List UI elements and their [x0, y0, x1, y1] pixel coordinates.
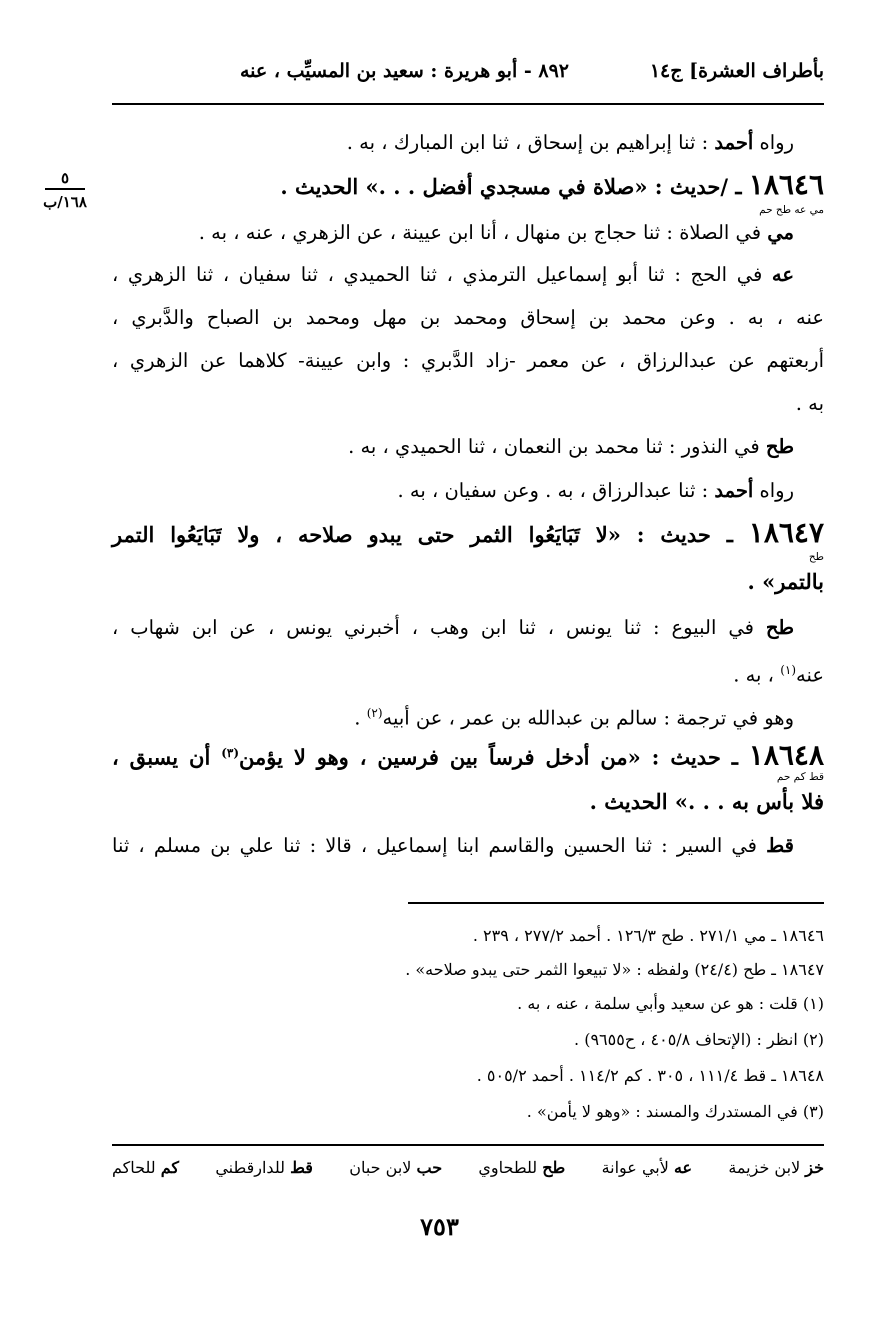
footnote: (٣) في المستدرك والمسند : «وهو لا يأمن» . [526, 1102, 824, 1121]
legend-item: كم للحاكم [112, 1158, 180, 1177]
text-line: قط في السير : ثنا الحسين والقاسم ابنا إسماعيل ، قالا : ثنا علي بن مسلم ، ثنا [112, 834, 794, 857]
footnote-ref: (٢) [366, 706, 383, 720]
text-line: عه في الحج : ثنا أبو إسماعيل الترمذي ، ثنا الحميدي ، ثنا سفيان ، ثنا الزهري ، [112, 263, 794, 286]
text-line: مي في الصلاة : ثنا حجاج بن منهال ، أنا ابن عيينة ، عن الزهري ، عنه ، به . [198, 221, 794, 244]
hadith-heading-18647: ١٨٦٤٧ ـ حديث : «لا تَبَايَعُوا الثمر حتى يبدو صلاحه ، ولا تَبَايَعُوا التمر [112, 516, 824, 549]
header-rule [112, 103, 824, 105]
margin-note-bottom: ١٦٨/ب [43, 192, 87, 211]
header-chapter-title: ٨٩٢ - أبو هريرة : سعيد بن المسيِّب ، عنه [240, 60, 569, 82]
header-book-title: بأطراف العشرة] ج١٤ [649, 60, 824, 82]
running-header [112, 52, 824, 92]
text-line: طح في النذور : ثنا محمد بن النعمان ، ثنا الحميدي ، به . [348, 435, 794, 458]
hadith-number: ١٨٦٤٨ [748, 738, 824, 772]
legend-item: قط للدارقطني [215, 1158, 313, 1177]
footnote: (١) قلت : هو عن سعيد وأبي سلمة ، عنه ، به . [517, 994, 824, 1013]
legend-item: عه لأبي عوانة [601, 1158, 693, 1177]
hadith-number: ١٨٦٤٦ [748, 168, 824, 201]
footnote: ١٨٦٤٨ ـ قط ١١١/٤ ، ٣٠٥ . كم ١١٤/٢ . أحمد ٥٠٥/٢ . [476, 1066, 824, 1085]
footnote-rule [408, 902, 824, 904]
text-line: طح في البيوع : ثنا يونس ، ثنا ابن وهب ، أخبرني يونس ، عن ابن شهاب ، [112, 616, 794, 639]
legend-item: خز لابن خزيمة [728, 1158, 824, 1177]
text-line: بالتمر» . [747, 569, 824, 594]
source-sigla: طح [808, 551, 824, 563]
footnote-ref: (٣) [221, 746, 240, 760]
margin-folio-note [30, 170, 100, 211]
legend-rule [112, 1144, 824, 1146]
footnote: ١٨٦٤٧ ـ طح (٢٤/٤) ولفظه : «لا تبيعوا الثمر حتى يبدو صلاحه» . [405, 960, 824, 979]
text-line: رواه أحمد : ثنا إبراهيم بن إسحاق ، ثنا ابن المبارك ، به . [346, 131, 794, 154]
text-line: وهو في ترجمة : سالم بن عبدالله بن عمر ، عن أبيه$^{(٢)}$ . [354, 706, 794, 730]
page-number: ٧٥٣ [420, 1212, 459, 1241]
text-line: رواه أحمد : ثنا عبدالرزاق ، به . وعن سفيان ، به . [397, 479, 794, 502]
margin-note-rule [45, 188, 85, 190]
legend-item: طح للطحاوي [478, 1158, 566, 1177]
source-sigla: مي عه طح حم [759, 204, 824, 216]
source-sigla: قط كم حم [776, 771, 824, 783]
abbreviation-legend [112, 1158, 824, 1177]
hadith-heading-18648: ١٨٦٤٨ ـ حديث : «من أدخل فرساً بين فرسين ، وهو لا يؤمن$^{(٣)}$ أن يسبق ، [112, 738, 824, 772]
text-line: أربعتهم عن عبدالرزاق ، عن معمر -زاد الدَّبري : وابن عيينة- كلاهما عن الزهري ، [112, 349, 824, 372]
hadith-heading-18646: ١٨٦٤٦ ـ /حديث : «صلاة في مسجدي أفضل . . .» الحديث . [280, 168, 824, 201]
footnote: (٢) انظر : (الإتحاف ٤٠٥/٨ ، ح٩٦٥٥) . [574, 1030, 824, 1049]
footnote: ١٨٦٤٦ ـ مي ٢٧١/١ . طح ١٢٦/٣ . أحمد ٢٧٧/٢ ، ٢٣٩ . [472, 926, 824, 945]
hadith-number: ١٨٦٤٧ [748, 516, 824, 549]
margin-note-top: ٥ [60, 169, 70, 187]
text-line: به . [795, 392, 824, 415]
footnote-ref: (١) [780, 663, 797, 677]
legend-item: حب لابن حبان [349, 1158, 443, 1177]
text-line: فلا بأس به . . .» الحديث . [589, 789, 824, 814]
text-line: عنه$^{(١)}$ ، به . [733, 663, 824, 687]
text-line: عنه ، به . وعن محمد بن إسحاق ومحمد بن مهل ومحمد بن الصباح والدَّبري ، [112, 306, 824, 329]
